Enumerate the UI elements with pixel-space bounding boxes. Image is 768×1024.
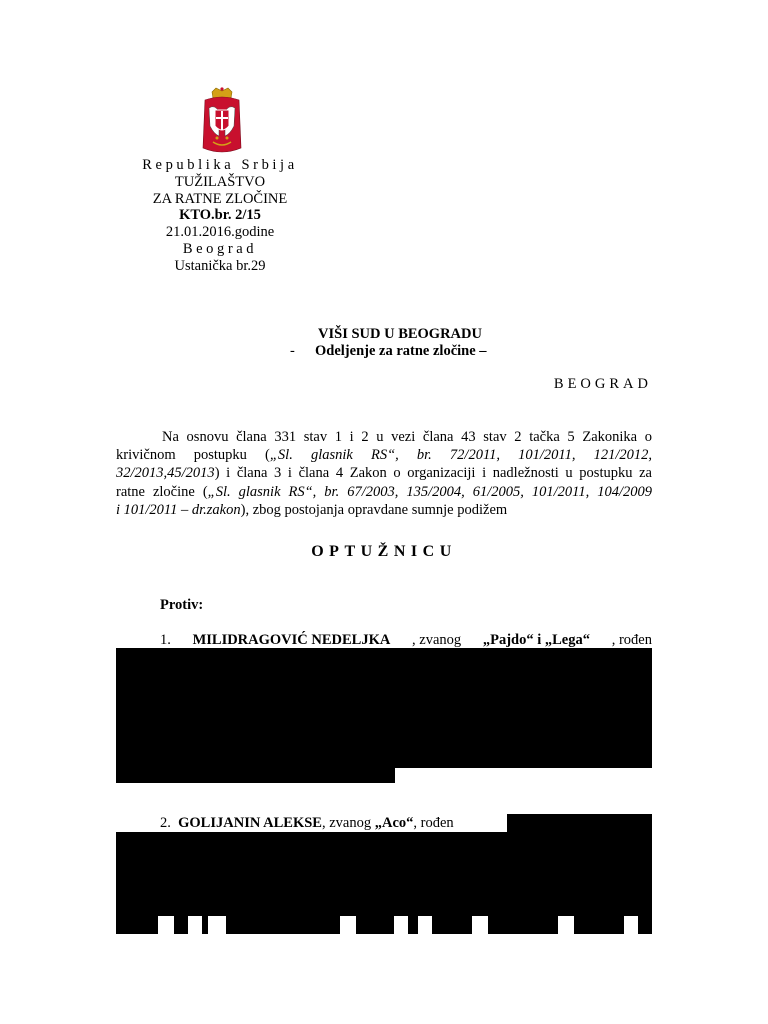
defendant-1-number: 1.: [160, 632, 171, 648]
redaction-block: [432, 915, 472, 934]
document-date: 21.01.2016.godine: [165, 224, 275, 240]
defendant-1-nickname-prefix: , zvanog: [412, 632, 462, 648]
header-city: Beograd: [182, 241, 258, 257]
defendant-2-nickname-prefix: , zvanog: [321, 815, 375, 831]
redaction-block: [202, 915, 208, 934]
defendant-2-born: , rođen: [413, 815, 454, 831]
intro-line-5: i 101/2011 – dr.zakon), zbog postojanja opravdane sumnje podižem: [116, 501, 508, 518]
defendant-2-line: [160, 815, 454, 832]
serbia-coat-of-arms-icon: [199, 86, 245, 158]
redaction-block: [638, 915, 652, 934]
redaction-block: [174, 915, 188, 934]
redaction-block: [356, 915, 394, 934]
redaction-block: [116, 648, 652, 768]
defendant-2-number: 2.: [160, 815, 171, 831]
office-name-line2: ZA RATNE ZLOČINE: [152, 191, 288, 207]
redaction-block: [116, 832, 652, 916]
court-name: VIŠI SUD U BEOGRADU: [318, 326, 482, 342]
defendant-2-nickname: „Aco“: [374, 815, 414, 831]
redaction-block: [574, 915, 624, 934]
defendant-1-born: , rođen: [611, 632, 652, 648]
intro-line-4: ratne zločine („Sl. glasnik RS“, br. 67/2003, 135/2004, 61/2005, 101/2011, 104/2009: [116, 483, 652, 500]
redaction-block: [116, 915, 158, 934]
intro-paragraph: [116, 428, 652, 519]
defendant-1-name: MILIDRAGOVIĆ NEDELJKA: [192, 632, 391, 648]
redaction-block: [116, 766, 395, 783]
court-department: Odeljenje za ratne zločine –: [315, 343, 487, 359]
redaction-block: [226, 915, 340, 934]
intro-line-1: Na osnovu člana 331 stav 1 i 2 u vezi člana 43 stav 2 tačka 5 Zakonika o: [162, 429, 652, 445]
against-label: Protiv:: [160, 597, 204, 613]
defendant-1-line: [160, 632, 652, 649]
department-dash: -: [290, 343, 295, 359]
intro-line-3: 32/2013,45/2013) i člana 3 i člana 4 Zakon o organizaciji i nadležnosti u postupku za: [116, 465, 652, 482]
office-name-line1: TUŽILAŠTVO: [174, 174, 266, 190]
case-number: KTO.br. 2/15: [179, 207, 261, 223]
office-address: Ustanička br.29: [174, 258, 266, 274]
addressee-city: BEOGRAD: [553, 376, 652, 392]
redaction-block: [488, 915, 558, 934]
defendant-2-name: GOLIJANIN ALEKSE: [178, 815, 322, 831]
document-title: OPTUŽNICU: [311, 543, 457, 560]
country-name: Republika Srbija: [142, 157, 298, 173]
defendant-1-nickname: „Pajdo“ i „Lega“: [482, 632, 590, 648]
redaction-block: [408, 915, 418, 934]
redaction-block: [507, 814, 652, 834]
intro-line-2: krivičnom postupku („Sl. glasnik RS“, br. 72/2011, 101/2011, 121/2012,: [116, 447, 652, 464]
